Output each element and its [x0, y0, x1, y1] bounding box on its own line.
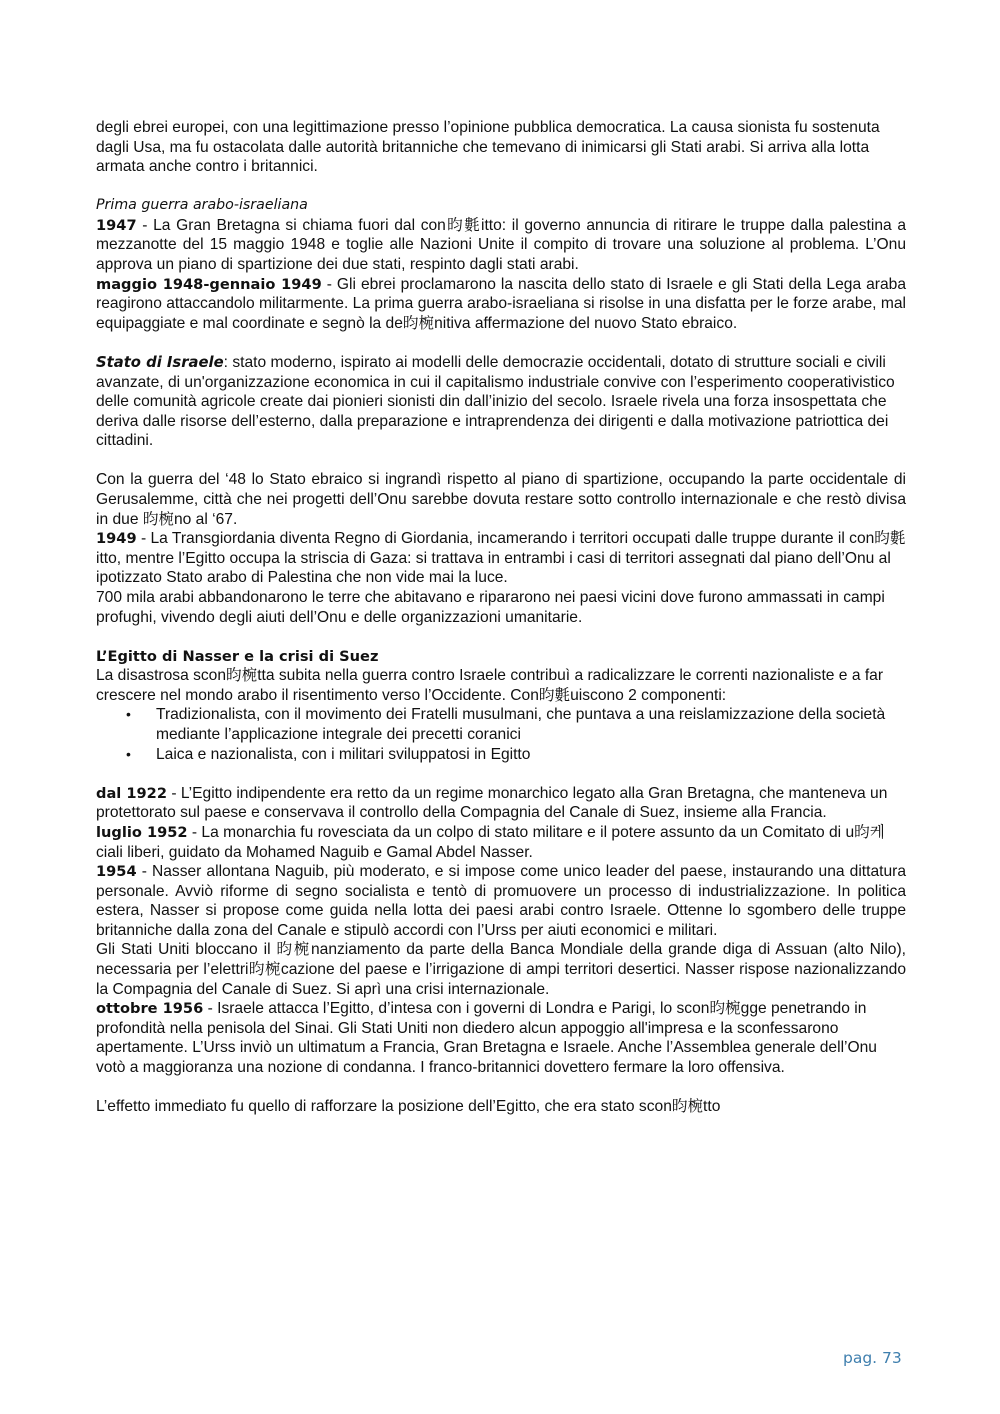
list-item: • Tradizionalista, con il movimento dei Fratelli musulmani, che puntava a una reislamizzazione della società mediante l’applicazione integrale dei precetti coranici [156, 705, 906, 744]
event-text: - La Gran Bretagna si chiama fuori dal con昀氀itto: il governo annuncia di ritirare le truppe dalla palestina a mezzanotte del 15 maggio 1948 e toglie alle Nazioni Unite il compito di trovare una soluzione al problema. L’Onu approva un piano di spartizione dei due stati, respinto dagli stati arabi. [96, 216, 906, 274]
usa-paragraph: Gli Stati Uniti bloccano il 昀椀nanziamento da parte della Banca Mondiale della grande diga di Assuan (alto Nilo), necessaria per l’elettri昀椀cazione del paese e l’irrigazione di ampi territori desertici. Nasser rispose nazionalizzando la Compagnia del Canale di Suez. Si aprì una crisi internazionale. [96, 941, 906, 998]
event-text: - La monarchia fu rovesciata da un colpo di stato militare e il potere assunto da un Comitato di u昀케ciali liberi, guidato da Mohamed Naguib e Gamal Abdel Nasser. [96, 823, 885, 861]
effect-paragraph: L’effetto immediato fu quello di rafforzare la posizione dell’Egitto, che era stato scon昀椀tto [96, 1098, 721, 1116]
event-date: 1947 [96, 216, 137, 234]
page-number: pag. 73 [843, 1349, 902, 1367]
section-heading-first-war: Prima guerra arabo-israeliana [96, 197, 308, 214]
war-48-paragraph: Con la guerra del ‘48 lo Stato ebraico si ingrandì rispetto al piano di spartizione, occupando la parte occidentale di Gerusalemme, città che nei progetti dell’Onu sarebbe dovuta restare sotto controllo internazionale e che restò divisa in due 昀椀no al ‘67. [96, 471, 906, 528]
event-text: - Nasser allontana Naguib, più moderato, e si impose come unico leader del paese, instaurando una dittatura personale. Avviò riforme di segno socialista e tentò di promuovere un processo di industrializzazione. In politica estera, Nasser si propose come guida nella lotta dei paesi arabi contro Israele. Ottenne lo sgombero delle truppe britanniche dalla zona del Canale e stipulò accordi con l’Urss per aiuti economici e militari. [96, 863, 906, 939]
components-list [96, 705, 906, 764]
event-text: - Gli ebrei proclamarono la nascita dello stato di Israele e gli Stati della Lega araba reagirono attaccandolo militarmente. La prima guerra arabo-israeliana si risolse in una disfatta per le forze arabe, mal equipaggiate e mal coordinate e segnò la de昀椀nitiva affermazione del nuovo Stato ebraico. [96, 275, 906, 332]
intro-paragraph: degli ebrei europei, con una legittimazione presso l’opinione pubblica democratica. La causa sionista fu sostenuta dagli Usa, ma fu ostacolata dalle autorità britanniche che temevano di inimicarsi gli Stati arabi. Si arriva alla lotta armata anche contro i britannici. [96, 119, 880, 176]
israel-definition [96, 353, 906, 451]
event-1956 [96, 999, 906, 1077]
event-text: - Israele attacca l’Egitto, d’intesa con i governi di Londra e Parigi, lo scon昀椀gge penetrando in profondità nella penisola del Sinai. Gli Stati Uniti non diedero alcun appoggio all'impresa e la sconfessarono apertamente. L’Urss inviò un ultimatum a Francia, Gran Bretagna e Israele. Anche l’Assemblea generale dell’Onu votò a maggioranza una nozione di condanna. I franco-britannici dovettero fermare la loro offensiva. [96, 1000, 877, 1077]
event-1949 [96, 529, 906, 588]
document-body [96, 118, 906, 1117]
event-text: - L’Egitto indipendente era retto da un regime monarchico legato alla Gran Bretagna, che manteneva un protettorato sul paese e conservava il controllo della Compagnia del Canale di Suez, insieme alla Francia. [96, 784, 888, 822]
list-item: • Laica e nazionalista, con i militari sviluppatosi in Egitto [156, 745, 906, 765]
event-date: luglio 1952 [96, 823, 188, 841]
event-date: maggio 1948-gennaio 1949 [96, 275, 322, 293]
event-date: dal 1922 [96, 784, 167, 802]
event-text: - La Transgiordania diventa Regno di Giordania, incamerando i territori occupati dalle truppe durante il con昀氀itto, mentre l’Egitto occupa la striscia di Gaza: si trattava in entrambi i casi di territori assegnati dal piano dell’Onu al ipotizzato Stato arabo di Palestina che non vide mai la luce. [96, 530, 906, 587]
event-1948 [96, 275, 906, 334]
event-date: 1949 [96, 530, 137, 548]
defeat-paragraph: La disastrosa scon昀椀tta subita nella guerra contro Israele contribuì a radicalizzare le correnti nazionaliste e a far crescere nel mondo arabo il risentimento verso l’Occidente. Con昀氀uiscono 2 componenti: [96, 667, 884, 704]
definition-text: : stato moderno, ispirato ai modelli delle democrazie occidentali, dotato di strutture sociali e civili avanzate, di un'organizzazione economica in cui il capitalismo industriale convive con l’esperimento cooperativistico delle comunità agricole create dai pionieri sionisti din dall’inizio del secolo. Israele rivela una forza insospettata che deriva dalle risorse dell’esterno, dalla preparazione e intraprendenza dei dirigenti e dalla motivazione patriottica dei cittadini. [96, 353, 895, 450]
event-date: ottobre 1956 [96, 1000, 204, 1018]
event-1947 [96, 216, 906, 275]
term: Stato di Israele [96, 353, 224, 371]
refugees-paragraph: 700 mila arabi abbandonarono le terre che abitavano e ripararono nei paesi vicini dove furono ammassati in campi profughi, vivendo degli aiuti dell’Onu e delle organizzazioni umanitarie. [96, 588, 885, 626]
section-heading-nasser: L’Egitto di Nasser e la crisi di Suez [96, 647, 379, 665]
event-1954 [96, 862, 906, 940]
event-1952 [96, 823, 906, 862]
event-1922 [96, 784, 906, 823]
event-date: 1954 [96, 863, 137, 881]
